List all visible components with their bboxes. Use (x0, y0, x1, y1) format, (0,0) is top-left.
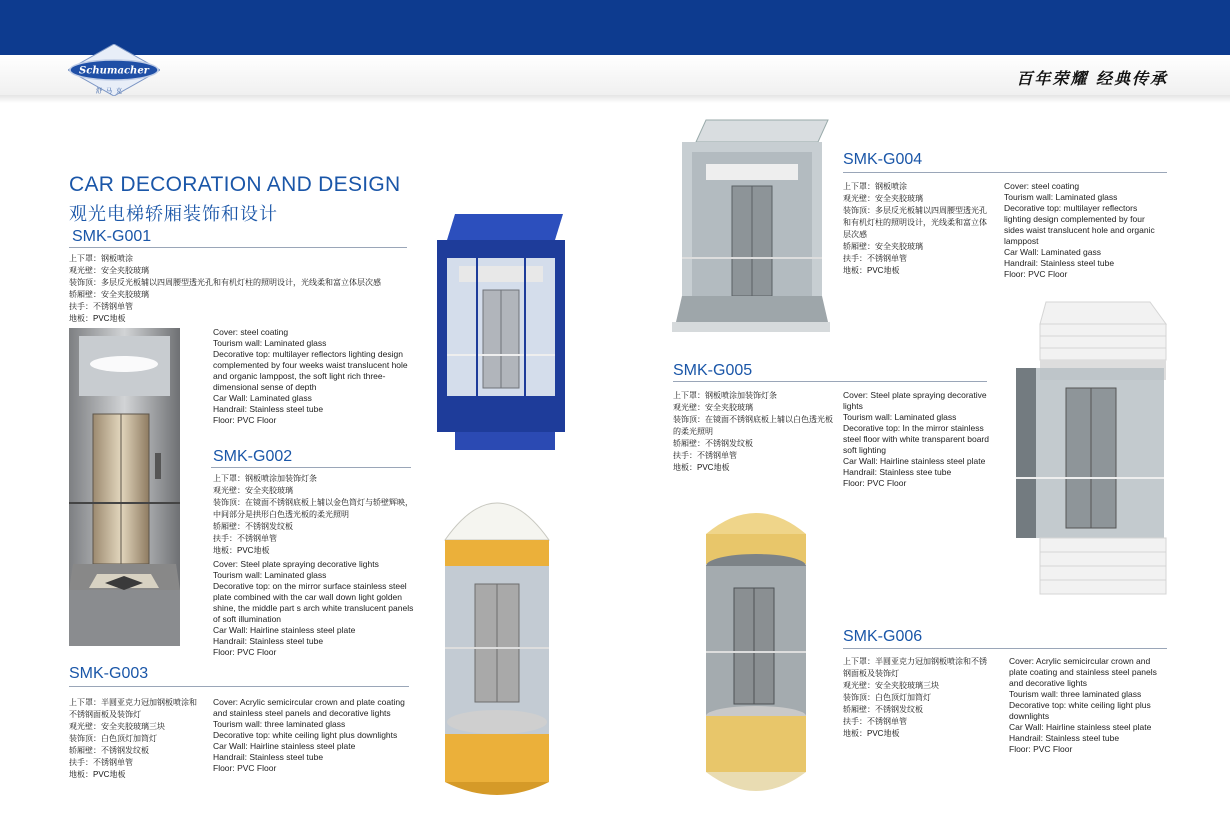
spec-line: Decorative top: In the mirror stainless steel floor with white transparent board soft lighting (843, 423, 989, 455)
spec-line: 装饰顶：在镜面不锈钢底板上辅以白色透光板的柔光照明 (673, 415, 833, 436)
spec-line: Floor: PVC Floor (843, 478, 907, 488)
spec-line: Decorative top: multilayer reflectors lighting design complemented by four sides waist translucent hole and organic lamppost (1004, 203, 1155, 246)
spec-line: Tourism wall: Laminated glass (213, 570, 327, 580)
spec-line: 扶手：不锈钢单管 (69, 758, 133, 767)
spec-line: 地板：PVC地板 (673, 463, 730, 472)
striped-cabin-image (1010, 298, 1172, 598)
spec-line: Handrail: Stainless steel tube (213, 404, 324, 414)
spec-line: Decorative top: white ceiling light plus downlights (1009, 700, 1151, 721)
spec-line: 上下罩：钢板喷涂加装饰灯条 (673, 391, 777, 400)
spec-en-g002 (213, 559, 416, 658)
spec-line: 观光壁：安全夹胶玻璃三块 (69, 722, 165, 731)
spec-en-g005 (843, 390, 989, 489)
spec-en-g004 (1004, 181, 1166, 280)
product-code-g005: SMK-G005 (673, 362, 753, 379)
page-title-chinese: 观光电梯轿厢装饰和设计 (69, 204, 278, 224)
spec-line: Tourism wall: Laminated glass (213, 338, 327, 348)
divider (843, 648, 1167, 649)
spec-line: 地板：PVC地板 (213, 546, 270, 555)
spec-line: 观光壁：安全夹胶玻璃 (673, 403, 753, 412)
divider (69, 247, 407, 248)
spec-line: Handrail: Stainless steel tube (1009, 733, 1120, 743)
spec-line: Car Wall: Hairline stainless steel plate (213, 741, 356, 751)
spec-line: 扶手：不锈钢单管 (843, 717, 907, 726)
spec-line: Handrail: Stainless steel tube (213, 636, 324, 646)
spec-line: Handrail: Stainless steel tube (213, 752, 324, 762)
spec-line: Floor: PVC Floor (1009, 744, 1073, 754)
spec-line: 扶手：不锈钢单管 (213, 534, 277, 543)
spec-en-g003 (213, 697, 413, 774)
spec-line: 观光壁：安全夹胶玻璃 (213, 486, 293, 495)
spec-line: 装饰顶：白色顶灯加筒灯 (843, 693, 931, 702)
spec-line: 轿厢壁：不锈钢发纹板 (843, 705, 923, 714)
spec-line: 观光壁：安全夹胶玻璃三块 (843, 681, 939, 690)
divider (69, 686, 409, 687)
spec-line: 轿厢壁：不锈钢发纹板 (673, 439, 753, 448)
spec-line: 扶手：不锈钢单管 (843, 254, 907, 263)
spec-line: Cover: Acrylic semicircular crown and plate coating and stainless steel panels and decorative lights (213, 697, 405, 718)
spec-line: Tourism wall: three laminated glass (1009, 689, 1142, 699)
spec-line: 上下罩：钢板喷涂 (843, 182, 907, 191)
spec-line: Car Wall: Hairline stainless steel plate (1009, 722, 1152, 732)
spec-line: 轿厢壁：安全夹胶玻璃 (843, 242, 923, 251)
spec-line: 装饰顶：多层反光板辅以四周腰型透光孔和有机灯柱的照明设计，光线柔和富立体层次感 (843, 206, 987, 239)
spec-line: 地板：PVC地板 (843, 266, 900, 275)
svg-text:Schumacher: Schumacher (79, 65, 149, 77)
product-code-g004: SMK-G004 (843, 151, 923, 168)
spec-line: Handrail: Stainless stee tube (843, 467, 952, 477)
spec-en-g001 (213, 327, 409, 426)
spec-line: 扶手：不锈钢单管 (673, 451, 737, 460)
spec-line: Cover: steel coating (1004, 181, 1080, 191)
spec-line: Car Wall: Hairline stainless steel plate (213, 625, 356, 635)
spec-line: Floor: PVC Floor (1004, 269, 1068, 279)
slogan: 百年荣耀 经典传承 (1016, 69, 1168, 88)
brand-chinese: 舒马克 (96, 89, 127, 95)
spec-line: Cover: Acrylic semicircular crown and plate coating and stainless steel panels and decorative lights (1009, 656, 1157, 688)
spec-line: Decorative top: white ceiling light plus downlights (213, 730, 398, 740)
spec-line: 装饰顶：在镜面不锈钢底板上辅以金色筒灯与轿壁辉映，中间部分是拱形白色透光板的柔光照明 (213, 498, 413, 519)
spec-line: Cover: Steel plate spraying decorative lights (213, 559, 379, 569)
spec-line: 地板：PVC地板 (69, 770, 126, 779)
gold-round-cabin-image (443, 478, 551, 800)
spec-line: 上下罩：钢板喷涂 (69, 254, 133, 263)
spec-line: 上下罩：半圆亚克力冠加钢板喷涂和不锈钢面板及装饰灯 (69, 698, 197, 719)
spec-cn-g002 (213, 473, 418, 557)
elevator-interior-image (69, 328, 180, 646)
spec-line: 装饰顶：多层反光板辅以四周腰型透光孔和有机灯柱的照明设计，光线柔和富立体层次感 (69, 278, 381, 287)
page-title: CAR DECORATION AND DESIGN (69, 173, 401, 196)
spec-line: 观光壁：安全夹胶玻璃 (69, 266, 149, 275)
spec-line: Car Wall: Hairline stainless steel plate (843, 456, 986, 466)
spec-cn-g006 (843, 656, 993, 740)
spec-line: 装饰顶：白色顶灯加筒灯 (69, 734, 157, 743)
spec-cn-g005 (673, 390, 833, 474)
spec-line: 地板：PVC地板 (69, 314, 126, 323)
spec-line: Handrail: Stainless steel tube (1004, 258, 1115, 268)
spec-line: Tourism wall: three laminated glass (213, 719, 346, 729)
spec-cn-g001 (69, 253, 409, 325)
spec-line: Floor: PVC Floor (213, 647, 277, 657)
spec-cn-g003 (69, 697, 204, 781)
product-code-g003: SMK-G003 (69, 665, 149, 682)
spec-line: 地板：PVC地板 (843, 729, 900, 738)
spec-line: 上下罩：钢板喷涂加装饰灯条 (213, 474, 317, 483)
spec-line: Tourism wall: Laminated glass (843, 412, 957, 422)
spec-line: 观光壁：安全夹胶玻璃 (843, 194, 923, 203)
spec-cn-g004 (843, 181, 993, 277)
header-shadow (0, 95, 1230, 103)
product-code-g002: SMK-G002 (213, 448, 293, 465)
spec-en-g006 (1009, 656, 1167, 755)
spec-line: Car Wall: Laminated gass (1004, 247, 1102, 257)
product-code-g001: SMK-G001 (72, 228, 152, 245)
spec-line: Decorative top: on the mirror surface stainless steel plate combined with the car wall down light golden shine, the middle part s arch white translucent panels of soft illumination (213, 581, 414, 624)
spec-line: Cover: Steel plate spraying decorative lights (843, 390, 987, 411)
gold-cylinder-cabin-image (700, 492, 812, 810)
spec-line: 扶手：不锈钢单管 (69, 302, 133, 311)
spec-line: Floor: PVC Floor (213, 763, 277, 773)
glass-cabin-image (672, 118, 832, 334)
spec-line: Floor: PVC Floor (213, 415, 277, 425)
spec-line: Car Wall: Laminated glass (213, 393, 312, 403)
divider (211, 467, 411, 468)
spec-line: Tourism wall: Laminated glass (1004, 192, 1118, 202)
product-code-g006: SMK-G006 (843, 628, 923, 645)
spec-line: Decorative top: multilayer reflectors lighting design complemented by four weeks waist translucent hole and organic lamppost, the soft light rich three-dimensional sense of depth (213, 349, 408, 392)
divider (843, 172, 1167, 173)
top-banner (0, 0, 1230, 55)
spec-line: 轿厢壁：不锈钢发纹板 (69, 746, 149, 755)
spec-line: 轿厢壁：不锈钢发纹板 (213, 522, 293, 531)
spec-line: 上下罩：半圆亚克力冠加钢板喷涂和不锈钢面板及装饰灯 (843, 657, 987, 678)
spec-line: Cover: steel coating (213, 327, 289, 337)
divider (673, 381, 987, 382)
blue-cabin-image (425, 210, 565, 455)
spec-line: 轿厢壁：安全夹胶玻璃 (69, 290, 149, 299)
